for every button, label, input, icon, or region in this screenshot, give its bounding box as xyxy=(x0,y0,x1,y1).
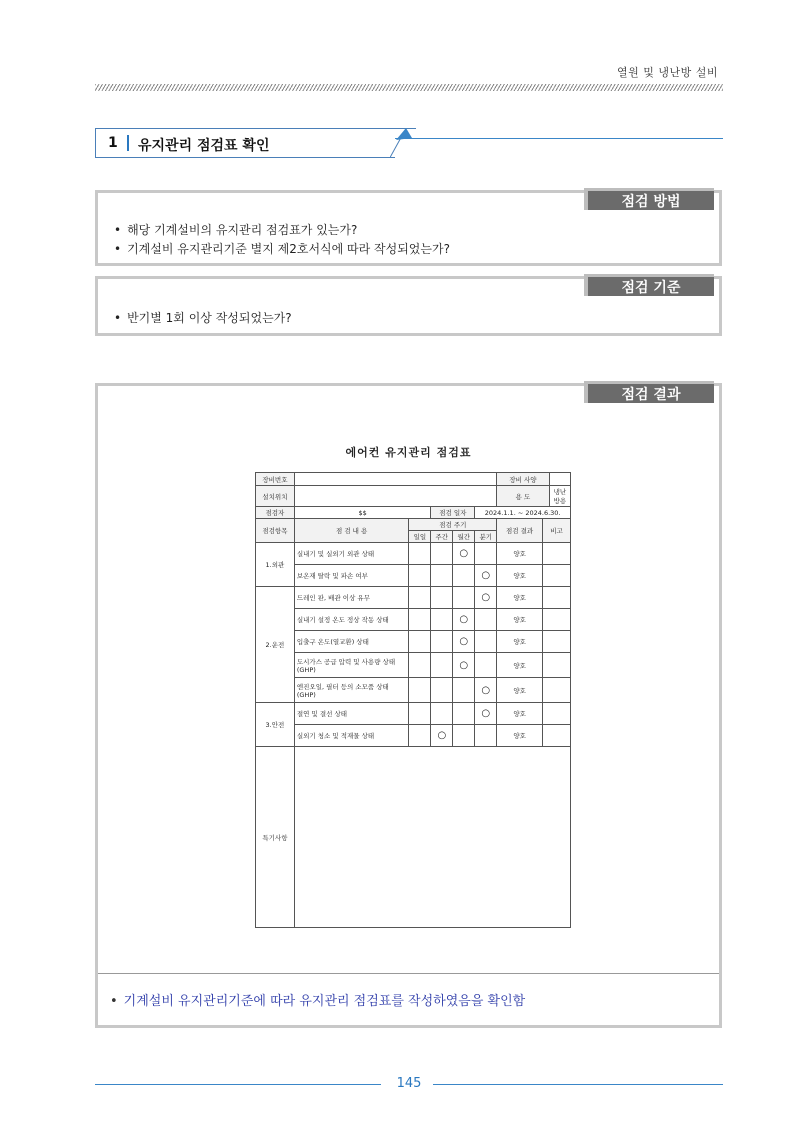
cycle-cell-daily xyxy=(409,543,431,565)
section-heading: 유지관리 점검표 확인 xyxy=(138,138,270,154)
section-slant-icon xyxy=(390,128,416,158)
check-result: 양호 xyxy=(497,653,543,678)
check-note xyxy=(543,587,571,609)
cycle-cell-quarterly xyxy=(475,609,497,631)
cycle-daily: 일일 xyxy=(409,531,431,543)
cycle-cell-monthly xyxy=(453,587,475,609)
check-circle-icon: ○ xyxy=(459,614,469,625)
cycle-cell-weekly xyxy=(431,631,453,653)
table-row xyxy=(256,587,571,609)
cycle-cell-monthly xyxy=(453,653,475,678)
item-header: 점검항목 xyxy=(256,519,295,543)
cycle-cell-daily xyxy=(409,725,431,747)
check-circle-icon: ○ xyxy=(459,636,469,647)
cycle-cell-monthly xyxy=(453,678,475,703)
check-content: 보온재 탈락 및 파손 여부 xyxy=(294,565,409,587)
page-number: 145 xyxy=(396,1076,422,1091)
cycle-cell-daily xyxy=(409,631,431,653)
check-note xyxy=(543,543,571,565)
check-result: 양호 xyxy=(497,631,543,653)
check-content: 실내기 및 실외기 외관 상태 xyxy=(294,543,409,565)
section-title-rule xyxy=(395,138,723,139)
check-circle-icon: ○ xyxy=(481,570,491,581)
check-circle-icon: ○ xyxy=(459,548,469,559)
checklist-table xyxy=(255,472,571,928)
date-label: 점검 일자 xyxy=(431,507,475,519)
cycle-cell-weekly xyxy=(431,725,453,747)
cycle-cell-quarterly xyxy=(475,543,497,565)
section-title-box xyxy=(95,128,395,158)
section-title xyxy=(95,128,723,158)
group-name: 2.운전 xyxy=(256,587,295,703)
equip-spec-value xyxy=(549,473,570,485)
chapter-title: 열원 및 냉난방 설비 xyxy=(617,66,718,79)
section-bar xyxy=(127,135,129,151)
group-name: 1.외관 xyxy=(256,543,295,587)
usage-label: 용 도 xyxy=(497,486,549,506)
header-hatch-divider xyxy=(95,84,723,91)
equip-no-value xyxy=(294,473,496,486)
cycle-cell-weekly xyxy=(431,543,453,565)
check-note xyxy=(543,609,571,631)
table-row xyxy=(256,747,571,928)
check-note xyxy=(543,565,571,587)
usage-value xyxy=(497,486,571,507)
check-content: 실내기 설정 온도 정상 작동 상태 xyxy=(294,609,409,631)
cycle-cell-weekly xyxy=(431,703,453,725)
table-row xyxy=(256,609,571,631)
cycle-cell-monthly xyxy=(453,543,475,565)
cycle-cell-weekly xyxy=(431,653,453,678)
equip-spec-label: 장비 사양 xyxy=(497,473,549,485)
cycle-cell-daily xyxy=(409,565,431,587)
cycle-quarterly: 분기 xyxy=(475,531,497,543)
table-row xyxy=(256,543,571,565)
content-header: 점 검 내 용 xyxy=(294,519,409,543)
usage-text: 냉난방용 xyxy=(553,488,567,505)
method-bullet-2: • 기계설비 유지관리기준 별지 제2호서식에 따라 작성되었는가? xyxy=(114,240,450,257)
table-row xyxy=(256,678,571,703)
footer-rule-right xyxy=(433,1084,723,1085)
table-row xyxy=(256,703,571,725)
table-row xyxy=(256,653,571,678)
cycle-cell-monthly xyxy=(453,703,475,725)
inspector-value: $$ xyxy=(294,507,430,519)
table-row xyxy=(256,507,571,519)
table-row xyxy=(256,473,571,486)
cycle-cell-weekly xyxy=(431,678,453,703)
special-notes xyxy=(294,747,570,928)
check-note xyxy=(543,678,571,703)
check-content: 입출구 온도(열교환) 상태 xyxy=(294,631,409,653)
checklist-body xyxy=(256,543,571,747)
cycle-cell-monthly xyxy=(453,725,475,747)
group-name: 3.안전 xyxy=(256,703,295,747)
check-result: 양호 xyxy=(497,543,543,565)
page-footer xyxy=(95,1076,723,1092)
check-content: 도시가스 공급 압력 및 사용량 상태(GHP) xyxy=(294,653,409,678)
cycle-monthly: 월간 xyxy=(453,531,475,543)
cycle-cell-daily xyxy=(409,678,431,703)
check-result: 양호 xyxy=(497,703,543,725)
cycle-cell-weekly xyxy=(431,609,453,631)
check-result: 양호 xyxy=(497,609,543,631)
cycle-cell-weekly xyxy=(431,565,453,587)
criteria-bullet-1: • 반기별 1회 이상 작성되었는가? xyxy=(114,309,292,326)
equip-no-label: 장비번호 xyxy=(256,473,295,486)
cycle-cell-monthly xyxy=(453,609,475,631)
criteria-tag: 점검 기준 xyxy=(584,274,714,296)
table-row xyxy=(256,519,571,531)
note-header: 비고 xyxy=(543,519,571,543)
cycle-cell-quarterly xyxy=(475,631,497,653)
check-note xyxy=(543,653,571,678)
check-circle-icon: ○ xyxy=(437,730,447,741)
check-circle-icon: ○ xyxy=(481,684,491,696)
cycle-cell-quarterly xyxy=(475,703,497,725)
inspector-label: 점검자 xyxy=(256,507,295,519)
cycle-cell-daily xyxy=(409,653,431,678)
cycle-cell-quarterly xyxy=(475,587,497,609)
check-content: 실외기 청소 및 적재물 상태 xyxy=(294,725,409,747)
result-box xyxy=(95,383,722,1028)
check-circle-icon: ○ xyxy=(459,659,469,671)
check-content: 드레인 판, 배관 이상 유무 xyxy=(294,587,409,609)
date-value: 2024.1.1. ~ 2024.6.30. xyxy=(475,507,571,519)
check-result: 양호 xyxy=(497,678,543,703)
section-number: 1 xyxy=(108,135,118,151)
check-note xyxy=(543,725,571,747)
check-circle-icon: ○ xyxy=(481,708,491,719)
install-loc-value xyxy=(294,486,496,507)
checklist-title: 에어컨 유지관리 점검표 xyxy=(345,446,472,459)
check-note xyxy=(543,703,571,725)
cycle-cell-monthly xyxy=(453,631,475,653)
cycle-weekly: 주간 xyxy=(431,531,453,543)
table-row xyxy=(256,725,571,747)
check-content: 절연 및 결선 상태 xyxy=(294,703,409,725)
cycle-cell-monthly xyxy=(453,565,475,587)
check-result: 양호 xyxy=(497,565,543,587)
method-box xyxy=(95,190,722,266)
table-row xyxy=(256,486,571,507)
criteria-box xyxy=(95,276,722,336)
cycle-cell-quarterly xyxy=(475,565,497,587)
cycle-cell-quarterly xyxy=(475,725,497,747)
equip-spec-cell xyxy=(497,473,571,486)
check-note xyxy=(543,631,571,653)
result-conclusion: • 기계설비 유지관리기준에 따라 유지관리 점검표를 작성하였음을 확인함 xyxy=(110,990,525,1009)
table-row xyxy=(256,631,571,653)
cycle-cell-daily xyxy=(409,703,431,725)
check-circle-icon: ○ xyxy=(481,592,491,603)
cycle-header: 점검 주기 xyxy=(409,519,497,531)
cycle-cell-weekly xyxy=(431,587,453,609)
install-loc-label: 설치위치 xyxy=(256,486,295,507)
check-content: 엔진오일, 필터 등의 소모품 상태(GHP) xyxy=(294,678,409,703)
cycle-cell-daily xyxy=(409,587,431,609)
method-bullet-1: • 해당 기계설비의 유지관리 점검표가 있는가? xyxy=(114,221,357,238)
result-divider xyxy=(98,973,719,974)
check-result: 양호 xyxy=(497,725,543,747)
cycle-cell-quarterly xyxy=(475,653,497,678)
cycle-cell-quarterly xyxy=(475,678,497,703)
table-row xyxy=(256,565,571,587)
result-tag: 점검 결과 xyxy=(584,381,714,403)
method-tag: 점검 방법 xyxy=(584,188,714,210)
cycle-cell-daily xyxy=(409,609,431,631)
special-label: 특기사항 xyxy=(256,747,295,928)
result-header: 점검 결과 xyxy=(497,519,543,543)
check-result: 양호 xyxy=(497,587,543,609)
